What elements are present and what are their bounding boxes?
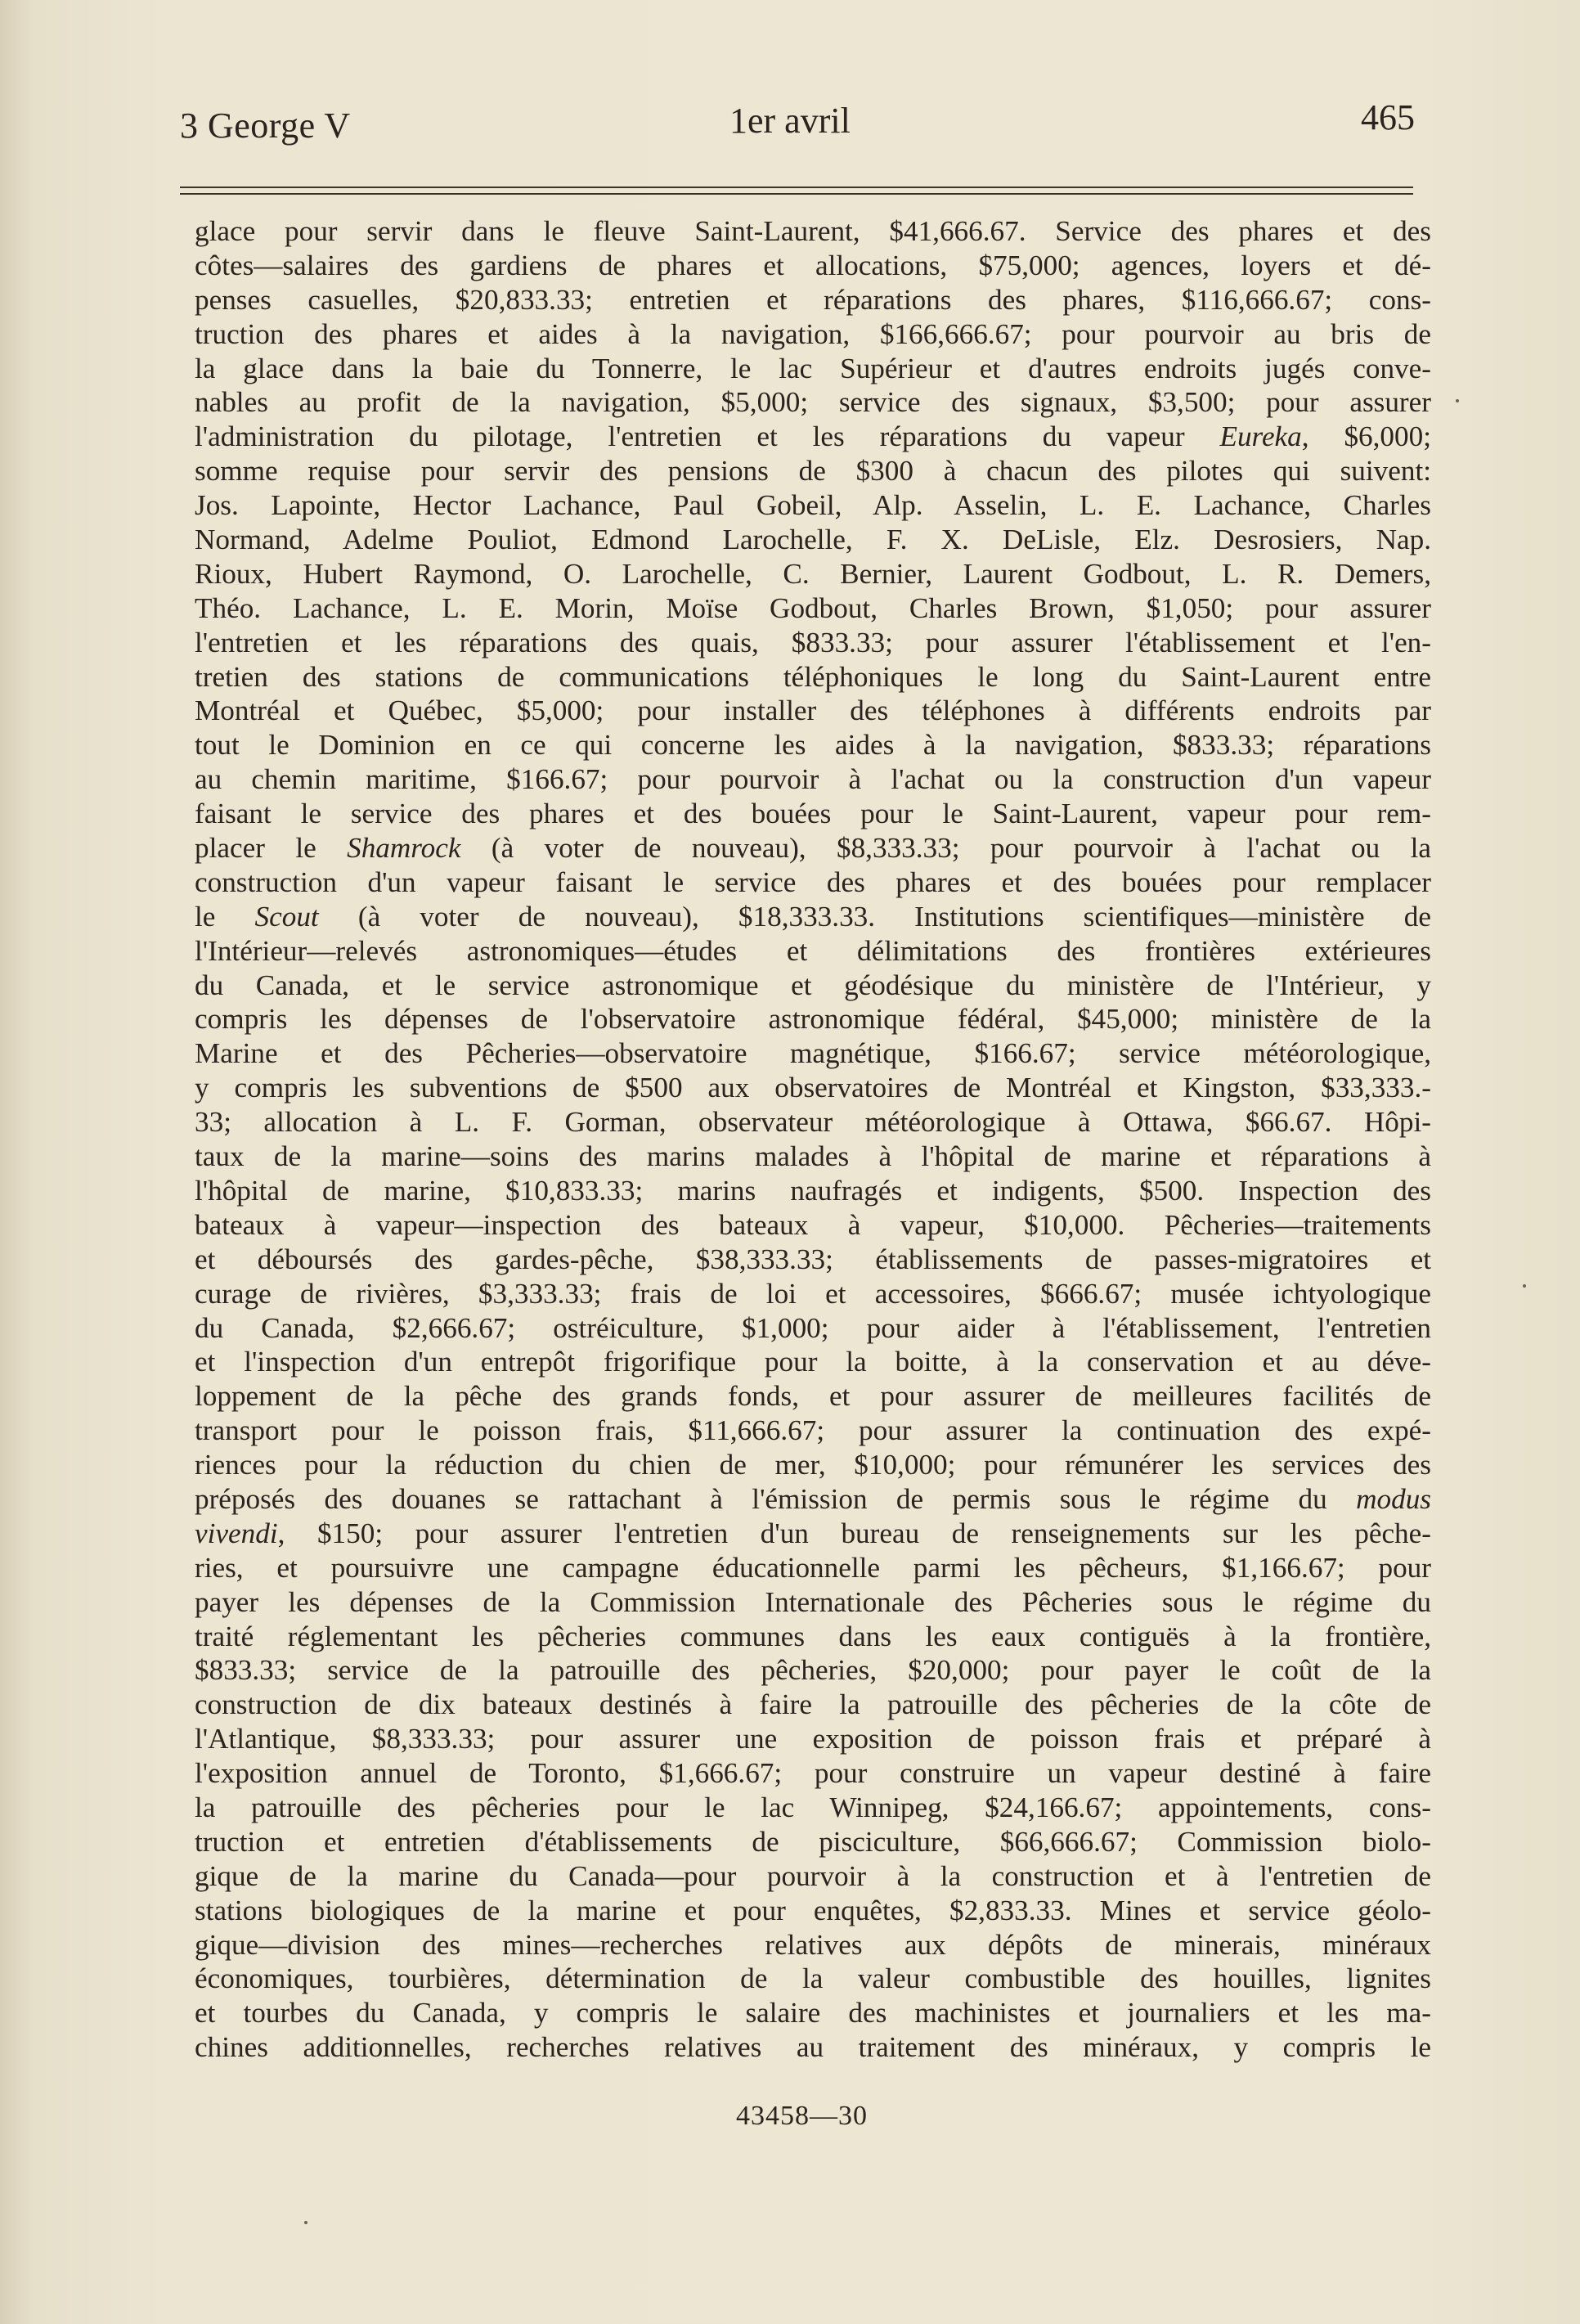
text-line: et déboursés des gardes-pêche, $38,333.33; établissements de passes-migratoires et	[195, 1243, 1431, 1275]
text-line: Jos. Lapointe, Hector Lachance, Paul Gobeil, Alp. Asselin, L. E. Lachance, Charles	[195, 489, 1431, 522]
text-line: l'Intérieur—relevés astronomiques—études et délimitations des frontières extérieures	[195, 934, 1431, 967]
text-line: construction de dix bateaux destinés à faire la patrouille des pêcheries de la côte de	[195, 1688, 1431, 1721]
text-line: vivendi, $150; pour assurer l'entretien d'un bureau de renseignements sur les pêche-	[195, 1517, 1431, 1549]
text-line: transport pour le poisson frais, $11,666.67; pour assurer la continuation des expé-	[195, 1414, 1431, 1447]
body-text	[195, 214, 1431, 2065]
italic-term: Shamrock	[347, 832, 461, 865]
text-line: nables au profit de la navigation, $5,000; service des signaux, $3,500; pour assurer	[195, 386, 1431, 419]
text-line: gique de la marine du Canada—pour pourvoir à la construction et à l'entretien de	[195, 1859, 1431, 1892]
text-line: le Scout (à voter de nouveau), $18,333.33. Institutions scientifiques—ministère de	[195, 900, 1431, 933]
text-line: taux de la marine—soins des marins malades à l'hôpital de marine et réparations à	[195, 1140, 1431, 1173]
text-line: et tourbes du Canada, y compris le salaire des machinistes et journaliers et les ma-	[195, 1997, 1431, 2030]
text-line: économiques, tourbières, détermination de la valeur combustible des houilles, lignites	[195, 1962, 1431, 1995]
header-regnal-year: 3 George V	[180, 106, 351, 146]
page-header	[180, 97, 1415, 162]
text-line: glace pour servir dans le fleuve Saint-Laurent, $41,666.67. Service des phares et des	[195, 215, 1431, 247]
text-line: payer les dépenses de la Commission Internationale des Pêcheries sous le régime du	[195, 1585, 1431, 1618]
text-line: gique—division des mines—recherches relatives aux dépôts de minerais, minéraux	[195, 1928, 1431, 1961]
text-line: la glace dans la baie du Tonnerre, le lac Supérieur et d'autres endroits jugés conve-	[195, 352, 1431, 384]
text-line: l'hôpital de marine, $10,833.33; marins naufragés et indigents, $500. Inspection des	[195, 1174, 1431, 1207]
text-line: du Canada, et le service astronomique et géodésique du ministère de l'Intérieur, y	[195, 969, 1431, 1001]
paper-speck	[1523, 1284, 1526, 1288]
header-rule-top	[180, 187, 1413, 188]
text-line: l'administration du pilotage, l'entretien et les réparations du vapeur Eureka, $6,000;	[195, 420, 1431, 453]
header-rule-bottom	[180, 193, 1413, 195]
text-line: $833.33; service de la patrouille des pêcheries, $20,000; pour payer le coût de la	[195, 1654, 1431, 1687]
text-line: Normand, Adelme Pouliot, Edmond Larochelle, F. X. DeLisle, Elz. Desrosiers, Nap.	[195, 524, 1431, 556]
header-date: 1er avril	[729, 101, 851, 141]
text-line: truction et entretien d'établissements de pisciculture, $66,666.67; Commission biolo-	[195, 1825, 1431, 1858]
text-line: Montréal et Québec, $5,000; pour installer des téléphones à différents endroits par	[195, 695, 1431, 727]
text-line: curage de rivières, $3,333.33; frais de loi et accessoires, $666.67; musée ichtyologique	[195, 1277, 1431, 1310]
page-number: 465	[1361, 97, 1415, 137]
text-line: penses casuelles, $20,833.33; entretien et réparations des phares, $116,666.67; cons-	[195, 283, 1431, 316]
text-line: ries, et poursuivre une campagne éducationnelle parmi les pêcheurs, $1,166.67; pour	[195, 1551, 1431, 1584]
text-line: Marine et des Pêcheries—observatoire magnétique, $166.67; service météorologique,	[195, 1037, 1431, 1070]
text-line: côtes—salaires des gardiens de phares et allocations, $75,000; agences, loyers et dé-	[195, 249, 1431, 281]
text-line: faisant le service des phares et des bouées pour le Saint-Laurent, vapeur pour rem-	[195, 798, 1431, 830]
paper-speck	[1456, 399, 1459, 402]
text-line: la patrouille des pêcheries pour le lac Winnipeg, $24,166.67; appointements, cons-	[195, 1791, 1431, 1823]
printer-signature: 43458—30	[736, 2101, 868, 2131]
text-line: du Canada, $2,666.67; ostréiculture, $1,000; pour aider à l'établissement, l'entretien	[195, 1311, 1431, 1344]
text-line: construction d'un vapeur faisant le service des phares et des bouées pour remplacer	[195, 865, 1431, 898]
text-line: stations biologiques de la marine et pour enquêtes, $2,833.33. Mines et service géolo-	[195, 1894, 1431, 1926]
italic-term: modus	[1356, 1482, 1431, 1515]
text-line: et l'inspection d'un entrepôt frigorifique pour la boitte, à la conservation et au déve-	[195, 1346, 1431, 1378]
paper-speck	[304, 2221, 307, 2224]
text-line: chines additionnelles, recherches relatives au traitement des minéraux, y compris le	[195, 2031, 1431, 2064]
text-line: l'entretien et les réparations des quais, $833.33; pour assurer l'établissement et l'en-	[195, 626, 1431, 659]
italic-term: vivendi	[195, 1517, 278, 1549]
text-line: riences pour la réduction du chien de mer, $10,000; pour rémunérer les services des	[195, 1449, 1431, 1481]
text-line: loppement de la pêche des grands fonds, et pour assurer de meilleures facilités de	[195, 1380, 1431, 1413]
text-line: compris les dépenses de l'observatoire astronomique fédéral, $45,000; ministère de la	[195, 1003, 1431, 1036]
text-line: traité réglementant les pêcheries communes dans les eaux contiguës à la frontière,	[195, 1620, 1431, 1652]
text-line: truction des phares et aides à la navigation, $166,666.67; pour pourvoir au bris de	[195, 317, 1431, 350]
text-line: l'Atlantique, $8,333.33; pour assurer une exposition de poisson frais et préparé à	[195, 1723, 1431, 1755]
text-line: l'exposition annuel de Toronto, $1,666.67; pour construire un vapeur destiné à faire	[195, 1757, 1431, 1790]
text-line: bateaux à vapeur—inspection des bateaux à vapeur, $10,000. Pêcheries—traitements	[195, 1208, 1431, 1241]
italic-term: Eureka	[1219, 420, 1302, 453]
text-line: 33; allocation à L. F. Gorman, observateur météorologique à Ottawa, $66.67. Hôpi-	[195, 1106, 1431, 1139]
text-line: Rioux, Hubert Raymond, O. Larochelle, C. Bernier, Laurent Godbout, L. R. Demers,	[195, 557, 1431, 590]
italic-term: Scout	[254, 900, 319, 933]
text-line: Théo. Lachance, L. E. Morin, Moïse Godbout, Charles Brown, $1,050; pour assurer	[195, 591, 1431, 624]
text-line: au chemin maritime, $166.67; pour pourvoir à l'achat ou la construction d'un vapeur	[195, 763, 1431, 796]
text-line: tretien des stations de communications téléphoniques le long du Saint-Laurent entre	[195, 660, 1431, 693]
text-line: préposés des douanes se rattachant à l'émission de permis sous le régime du modus	[195, 1482, 1431, 1515]
text-line: placer le Shamrock (à voter de nouveau), $8,333.33; pour pourvoir à l'achat ou la	[195, 832, 1431, 865]
text-line: somme requise pour servir des pensions de $300 à chacun des pilotes qui suivent:	[195, 455, 1431, 488]
text-line: y compris les subventions de $500 aux observatoires de Montréal et Kingston, $33,333.-	[195, 1072, 1431, 1104]
text-line: tout le Dominion en ce qui concerne les aides à la navigation, $833.33; réparations	[195, 729, 1431, 762]
